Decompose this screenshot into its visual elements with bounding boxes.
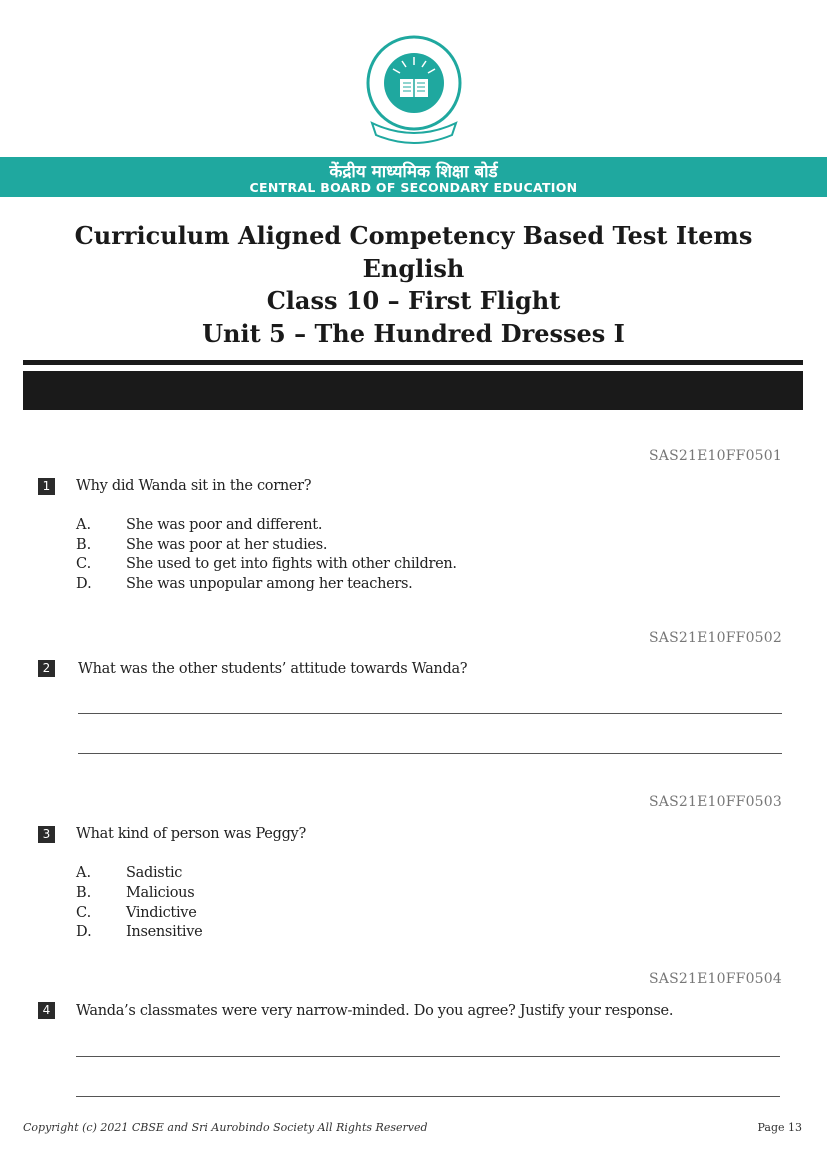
question-text: What kind of person was Peggy? (76, 826, 306, 842)
cbse-logo (362, 33, 466, 145)
option-text[interactable]: She was poor at her studies. (126, 537, 328, 553)
question-text: What was the other students’ attitude towards Wanda? (78, 661, 468, 677)
title-line-3: Class 10 – First Flight (266, 286, 561, 315)
option-text[interactable]: Malicious (126, 885, 195, 901)
answer-line[interactable] (78, 713, 782, 714)
title-line-1: Curriculum Aligned Competency Based Test Items (74, 221, 753, 250)
question-number: 4 (38, 1002, 55, 1019)
title-line-4: Unit 5 – The Hundred Dresses I (202, 318, 625, 348)
page-number: Page 13 (757, 1121, 802, 1134)
option-letter: A. (76, 865, 92, 881)
question-number: 2 (38, 660, 55, 677)
question-number: 1 (38, 478, 55, 495)
question-text: Why did Wanda sit in the corner? (76, 478, 312, 494)
option-letter: D. (76, 924, 92, 940)
option-letter: C. (76, 905, 92, 921)
board-banner (0, 157, 827, 197)
copyright-notice: Copyright (c) 2021 CBSE and Sri Aurobindo Society All Rights Reserved (23, 1121, 428, 1134)
question-number: 3 (38, 826, 55, 843)
option-text[interactable]: She used to get into fights with other children. (126, 556, 457, 572)
question-text: Wanda’s classmates were very narrow-minded. Do you agree? Justify your response. (76, 1003, 674, 1019)
option-text[interactable]: Vindictive (126, 905, 197, 921)
answer-line[interactable] (78, 753, 782, 754)
question-code: SAS21E10FF0501 (649, 448, 782, 464)
option-letter: B. (76, 537, 92, 553)
answer-line[interactable] (76, 1096, 780, 1097)
question-code: SAS21E10FF0503 (649, 794, 782, 810)
question-code: SAS21E10FF0502 (649, 630, 782, 646)
document-title (0, 220, 827, 350)
title-divider-thick (23, 371, 803, 410)
board-name-hindi: केंद्रीय माध्यमिक शिक्षा बोर्ड (329, 162, 498, 182)
title-line-2: English (362, 253, 465, 283)
option-letter: D. (76, 576, 92, 592)
option-text[interactable]: She was unpopular among her teachers. (126, 576, 413, 592)
option-letter: B. (76, 885, 92, 901)
option-text[interactable]: Sadistic (126, 865, 183, 881)
option-letter: C. (76, 556, 92, 572)
option-letter: A. (76, 517, 92, 533)
board-name-english: CENTRAL BOARD OF SECONDARY EDUCATION (249, 180, 578, 195)
answer-line[interactable] (76, 1056, 780, 1057)
question-code: SAS21E10FF0504 (649, 971, 782, 987)
option-text[interactable]: Insensitive (126, 924, 203, 940)
option-text[interactable]: She was poor and different. (126, 517, 323, 533)
title-divider-thin (23, 360, 803, 365)
